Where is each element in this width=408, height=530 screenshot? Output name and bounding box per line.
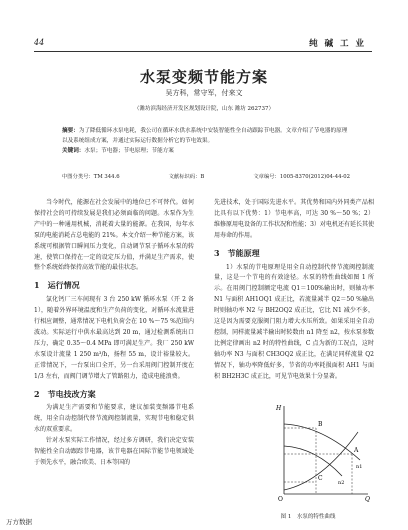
keywords: [62, 146, 350, 156]
n1-curve: [284, 424, 360, 460]
keywords-label: 关键词：: [62, 148, 85, 154]
article-title: 水泵变频节能方案: [139, 68, 268, 86]
point-b-label: B: [318, 421, 323, 428]
abstract: [62, 126, 350, 146]
h-axis-label: H: [276, 405, 282, 412]
n2-label: n2: [338, 480, 345, 486]
section-3-heading: 3 节能原理: [214, 247, 260, 258]
left-column: [34, 198, 194, 469]
section-1-heading: 1 运行情况: [34, 280, 80, 291]
point-a-label: A: [354, 447, 359, 454]
right-column: [214, 198, 374, 383]
page-number: 44: [34, 38, 45, 47]
right-continued-text: 先进技术，处于国际先进水平。其优势和国内外同类产品相比具有以下优势：1）节电率高，可达 30 %～50 %；2）维修原用电设备的工作状况和性能；3）对电机还有延长其使用寿命的作用。: [214, 199, 374, 239]
affiliation: （潍坊滨海经济开发区规划设计院，山东 潍坊 262737）: [134, 106, 274, 112]
origin-label: O: [278, 496, 283, 502]
abstract-block: [62, 126, 350, 156]
section-3-text: 1）水泵的节电原理是用全自动控制代替节流阀控制流量，这是一个节电的有效途径。水泵的特性曲线如图 1 所示。在用阀门控制额定电流 Q1＝100%输出时，则轴功率 N1 与面积 AH1OQ1 成正比，若流量减半 Q2＝50 %输出时则轴功率 N2 与 BH2OQ2 成正比，它比 N1 减少不多，这是因为需要克服阀门阻力增大水压所致。如果采用全自动控制，同样流量减半输出时转数由 n1 降至 n2，按水泵参数比例定律画出 n2 时的特性曲线，C 点为新的工况点，这时轴功率 N3 与面积 CH3OQ2 成正比，在满足同样流量 Q2 情况下，轴功率降低好多，节省的功率耗损面积 AH1 与面积 BH2H3C 成正比，可见节电效果十分显著。: [214, 263, 374, 380]
authors: 吴方科，常守军，付来文: [165, 89, 243, 97]
journal-name: 纯 碱 工 业: [309, 39, 366, 49]
q-axis-label: Q: [365, 496, 370, 502]
section-1-text: 氯化钙厂三车间现有 3 台 250 kW 循环水泵（开 2 备 1），随着外界环境温度和生产负荷的变化，对循环水流量进行相应调整，通常情况下电机负荷会在 10 %～75 %范围内波动。实际运行中供水最高达到 20 m，通过检测系统出口压力，确定 0.35～0.4 MPa 即可满足生产。我厂 250 kW 水泵设计流量 1 250 m³/h，扬程 55 m，设计裕量较大。正常情况下，一台泵出口全开，另一台采用阀门控制开度在 1/3 左右，而阀门调节增大了管路阻力，造成电能浪费。: [34, 296, 194, 380]
point-c-label: C: [318, 475, 323, 482]
n1-label: n1: [356, 464, 363, 470]
identifiers-row: [62, 172, 350, 180]
section-2-heading: 2 节电技改方案: [34, 388, 96, 399]
intro-paragraph: 当今时代，能源在社会发展中的地位已不可替代。如何保持社会的可持续发展是我们必须面临的问题。水泵作为生产中的一种通用机械，消耗着大量的能源。在我国，每年水泵的电能消耗占总电能的 21%。本文介绍一种节能方案，该系统可根据管口瞬间压力变化，自动调节泵子循环水泵的转速，使管口保持在一定的设定压力值，并满足生产需求，使整个系统始终保持高效节能的最佳状态。: [34, 199, 194, 272]
article-id: 文章编号：1005-8370(2012)04-44-02: [253, 174, 350, 180]
section-2-text-2: 针对水泵实际工作情况，经过多方调研，我们决定安装智能性全自动跟踪节电器，该节电器在国际节能节电领域处于领先水平，融合欧美、日本等国的: [34, 437, 194, 466]
clc-number: 中图分类号：TM 344.6: [62, 174, 120, 180]
figure-caption: 图 1 水泵的特性曲线: [280, 514, 336, 520]
watermark: 万方数据: [6, 518, 32, 526]
document-code: 文献标识码：B: [168, 174, 205, 180]
pump-characteristic-figure: [272, 402, 372, 502]
abstract-text: 为了降低循环水泵电耗，我公司在循环水供水系统中安装智能性全自动跟踪节电器。文章介绍了节电器的原理以及系统组成方案，并通过实际运行数据分析它的节电效果。: [62, 128, 348, 144]
abstract-label: 摘要：: [62, 128, 79, 134]
keywords-text: 水泵；节电器；节电原理；节能方案: [84, 148, 174, 154]
header-rule: [34, 51, 372, 52]
section-2-text-1: 为满足生产需要和节能要求，建议加装变频器节电系统，用全自动控制代替节流阀控制流量，实现节电和稳定供水的双重要求。: [34, 404, 194, 434]
